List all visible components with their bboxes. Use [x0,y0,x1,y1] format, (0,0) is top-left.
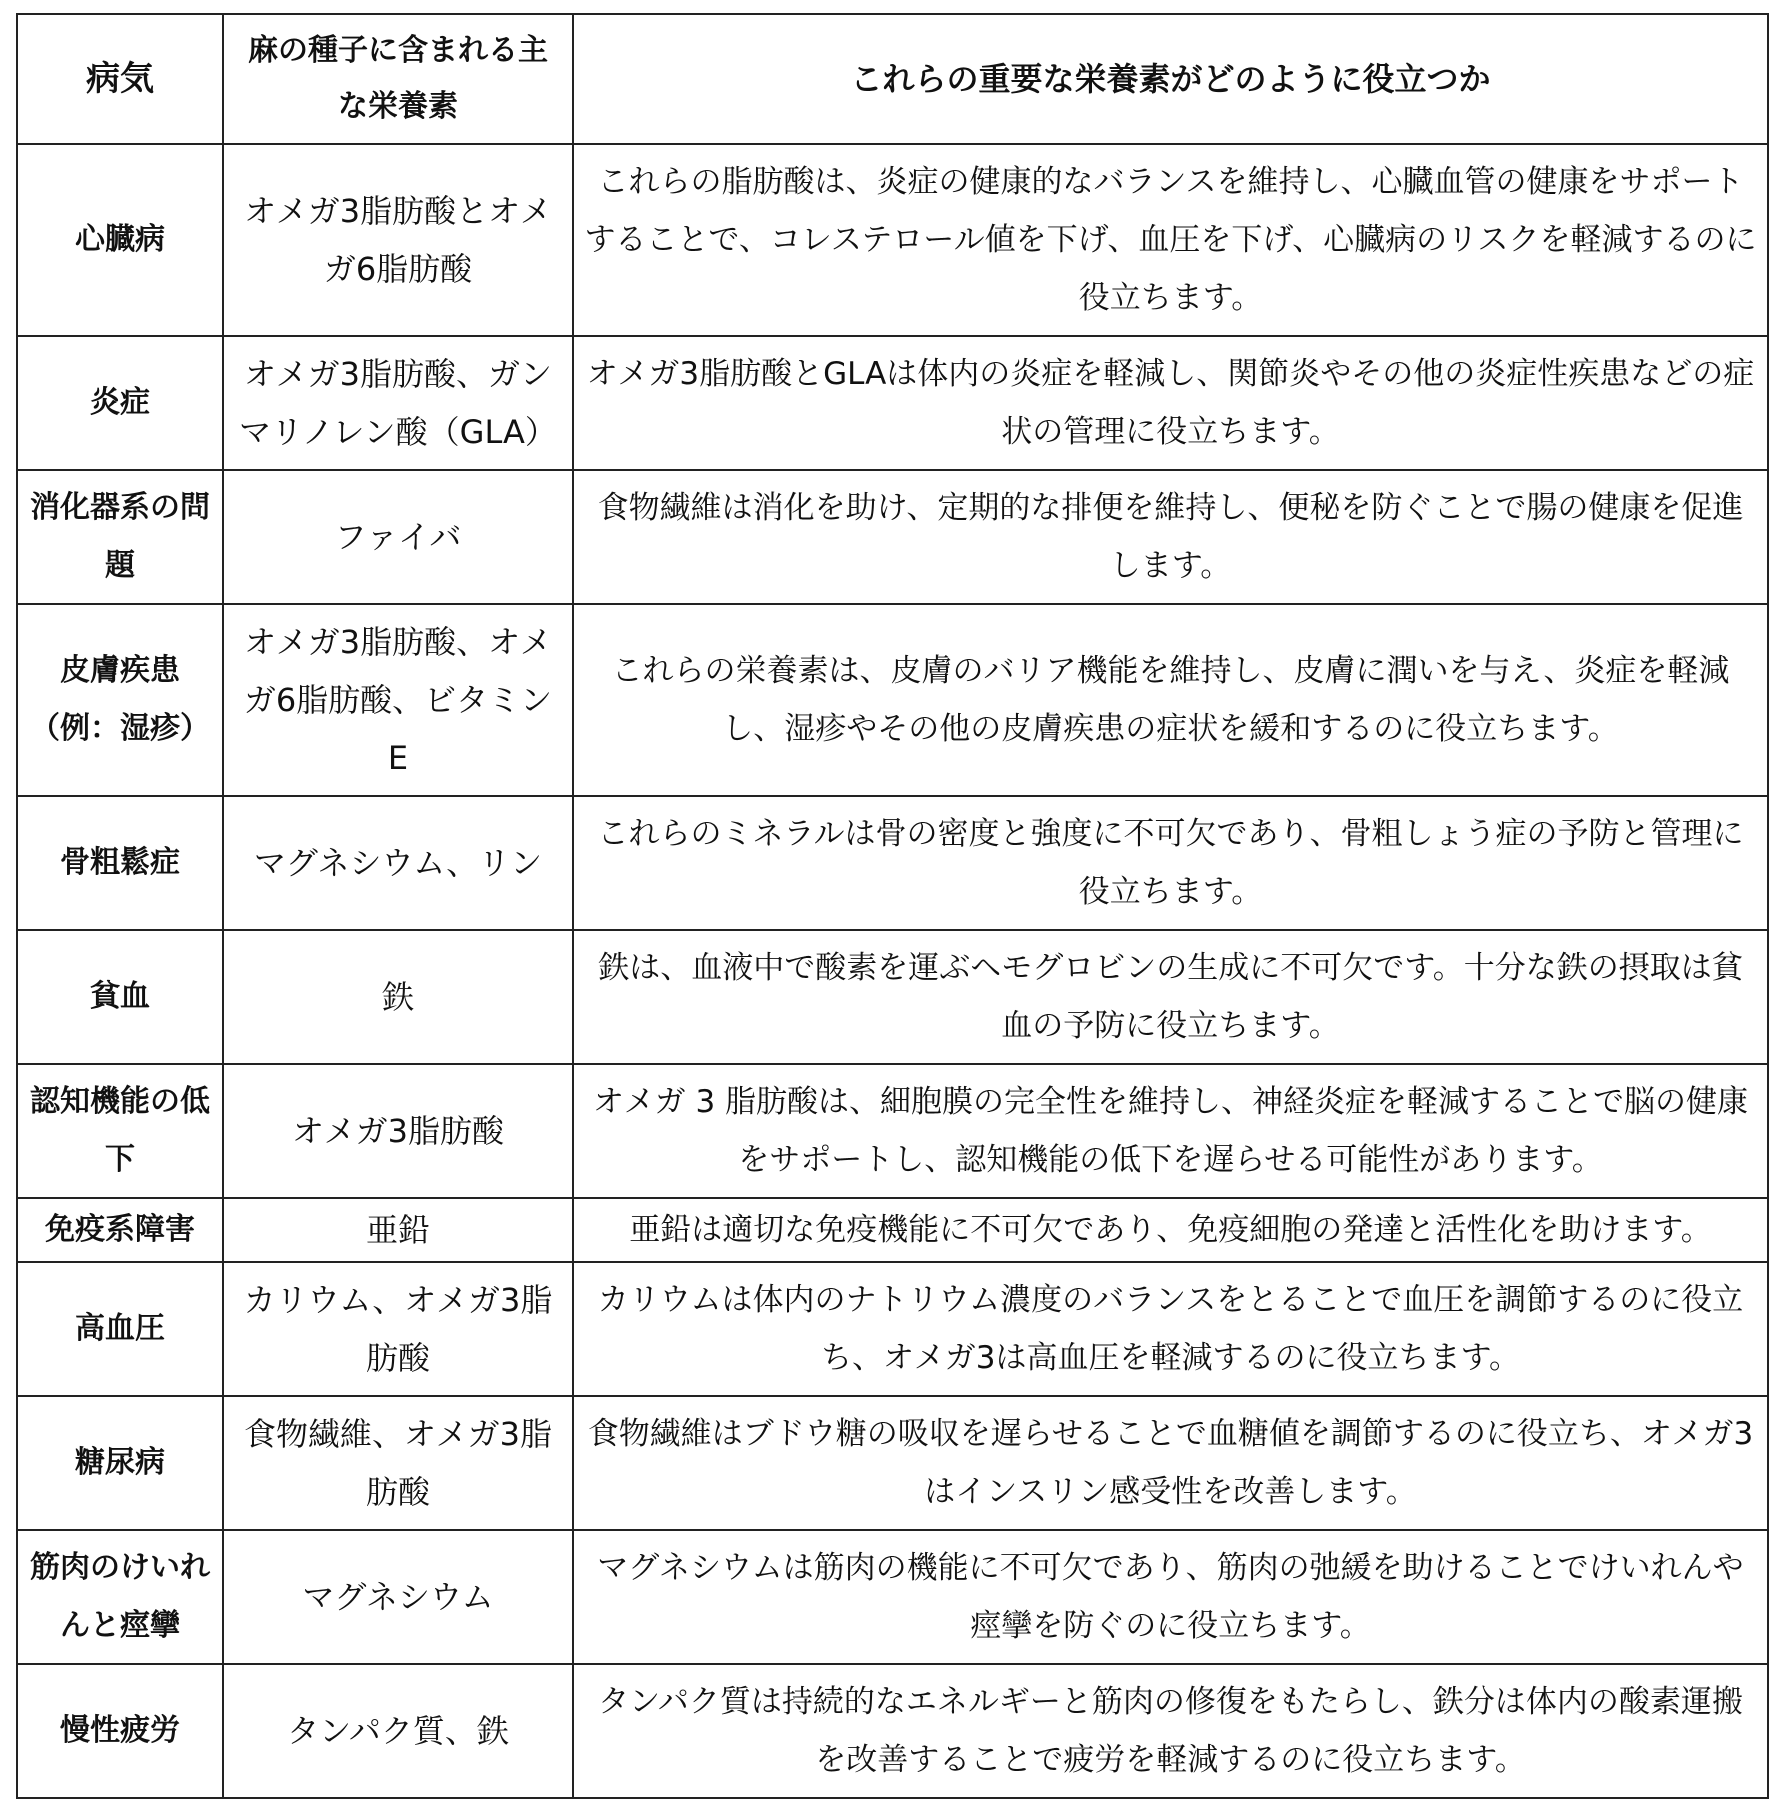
benefit-cell: これらの栄養素は、皮膚のバリア機能を維持し、皮膚に潤いを与え、炎症を軽減し、湿疹やその他の皮膚疾患の症状を緩和するのに役立ちます。 [573,604,1768,796]
nutrients-cell: 鉄 [223,930,573,1064]
table-row [17,796,1768,930]
table-row [17,1664,1768,1798]
benefit-cell: これらのミネラルは骨の密度と強度に不可欠であり、骨粗しょう症の予防と管理に役立ちます。 [573,796,1768,930]
table-row [17,930,1768,1064]
condition-cell: 心臓病 [17,144,223,336]
condition-cell: 糖尿病 [17,1396,223,1530]
condition-cell: 筋肉のけいれんと痙攣 [17,1530,223,1664]
benefit-cell: カリウムは体内のナトリウム濃度のバランスをとることで血圧を調節するのに役立ち、オメガ3は高血圧を軽減するのに役立ちます。 [573,1262,1768,1396]
table-header-row [17,14,1768,144]
nutrients-cell: タンパク質、鉄 [223,1664,573,1798]
table-row [17,604,1768,796]
table-row [17,1530,1768,1664]
table-row [17,144,1768,336]
header-condition: 病気 [17,14,223,144]
condition-cell: 骨粗鬆症 [17,796,223,930]
benefit-cell: 鉄は、血液中で酸素を運ぶヘモグロビンの生成に不可欠です。十分な鉄の摂取は貧血の予防に役立ちます。 [573,930,1768,1064]
benefit-cell: マグネシウムは筋肉の機能に不可欠であり、筋肉の弛緩を助けることでけいれんや痙攣を防ぐのに役立ちます。 [573,1530,1768,1664]
header-benefit: これらの重要な栄養素がどのように役立つか [573,14,1768,144]
benefit-cell: タンパク質は持続的なエネルギーと筋肉の修復をもたらし、鉄分は体内の酸素運搬を改善することで疲労を軽減するのに役立ちます。 [573,1664,1768,1798]
condition-cell: 認知機能の低下 [17,1064,223,1198]
nutrients-cell: 食物繊維、オメガ3脂肪酸 [223,1396,573,1530]
table-row [17,1262,1768,1396]
table-row [17,336,1768,470]
nutrients-cell: 亜鉛 [223,1198,573,1262]
condition-cell: 皮膚疾患（例：湿疹） [17,604,223,796]
hemp-seed-nutrition-table [16,13,1769,1799]
nutrients-cell: ファイバ [223,470,573,604]
benefit-cell: 亜鉛は適切な免疫機能に不可欠であり、免疫細胞の発達と活性化を助けます。 [573,1198,1768,1262]
nutrition-table-container [16,13,1767,1799]
nutrients-cell: マグネシウム、リン [223,796,573,930]
condition-cell: 慢性疲労 [17,1664,223,1798]
nutrients-cell: オメガ3脂肪酸、ガンマリノレン酸（GLA） [223,336,573,470]
condition-cell: 貧血 [17,930,223,1064]
table-row [17,1198,1768,1262]
benefit-cell: 食物繊維はブドウ糖の吸収を遅らせることで血糖値を調節するのに役立ち、オメガ3はインスリン感受性を改善します。 [573,1396,1768,1530]
nutrients-cell: オメガ3脂肪酸とオメガ6脂肪酸 [223,144,573,336]
table-row [17,1064,1768,1198]
nutrients-cell: カリウム、オメガ3脂肪酸 [223,1262,573,1396]
condition-cell: 炎症 [17,336,223,470]
table-row [17,1396,1768,1530]
nutrients-cell: オメガ3脂肪酸 [223,1064,573,1198]
benefit-cell: 食物繊維は消化を助け、定期的な排便を維持し、便秘を防ぐことで腸の健康を促進します。 [573,470,1768,604]
nutrients-cell: マグネシウム [223,1530,573,1664]
benefit-cell: これらの脂肪酸は、炎症の健康的なバランスを維持し、心臓血管の健康をサポートすることで、コレステロール値を下げ、血圧を下げ、心臓病のリスクを軽減するのに役立ちます。 [573,144,1768,336]
condition-cell: 消化器系の問題 [17,470,223,604]
table-row [17,470,1768,604]
condition-cell: 免疫系障害 [17,1198,223,1262]
nutrients-cell: オメガ3脂肪酸、オメガ6脂肪酸、ビタミンE [223,604,573,796]
condition-cell: 高血圧 [17,1262,223,1396]
benefit-cell: オメガ3脂肪酸とGLAは体内の炎症を軽減し、関節炎やその他の炎症性疾患などの症状の管理に役立ちます。 [573,336,1768,470]
benefit-cell: オメガ 3 脂肪酸は、細胞膜の完全性を維持し、神経炎症を軽減することで脳の健康をサポートし、認知機能の低下を遅らせる可能性があります。 [573,1064,1768,1198]
header-nutrients: 麻の種子に含まれる主な栄養素 [223,14,573,144]
